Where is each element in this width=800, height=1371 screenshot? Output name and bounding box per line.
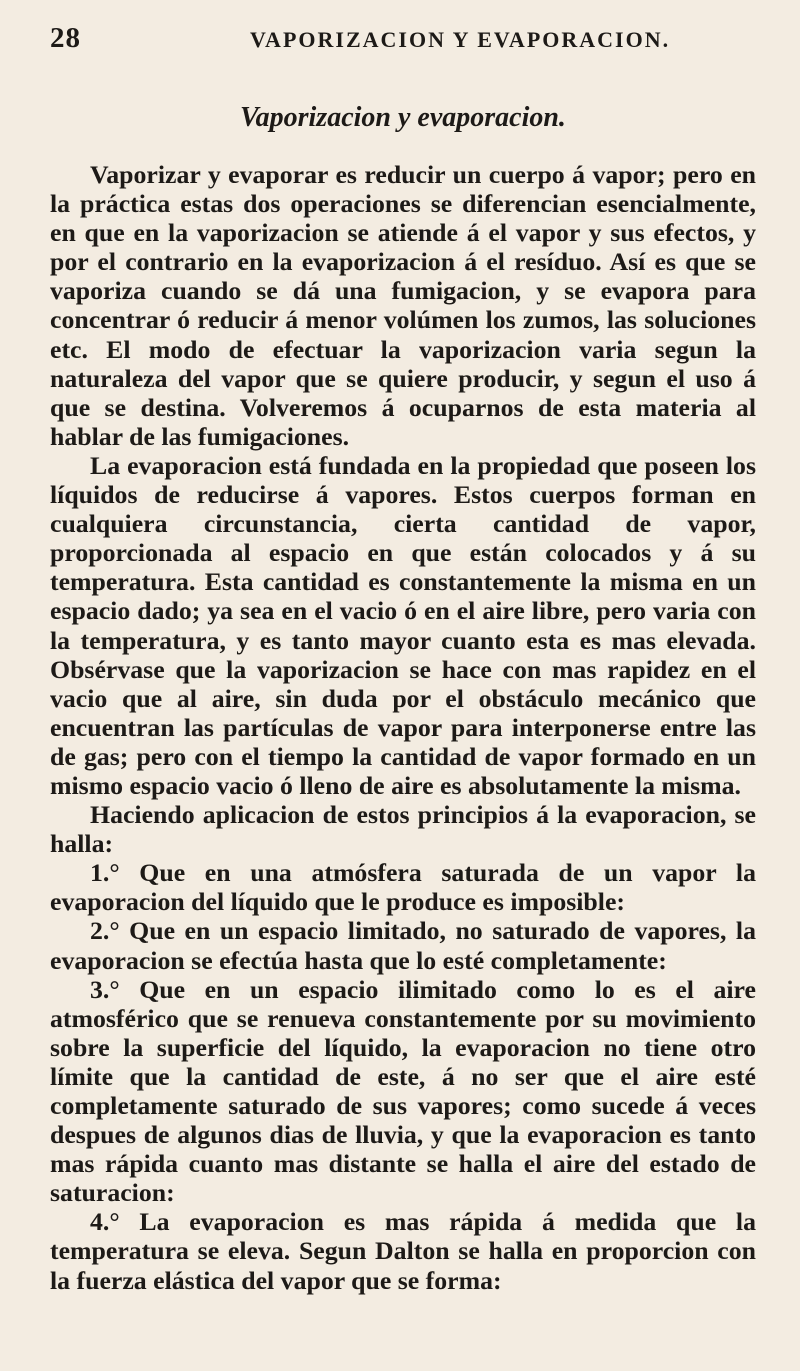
paragraph-vaporizar: Vaporizar y evaporar es reducir un cuerpo á vapor; pero en la práctica estas dos operaciones se diferencian esencialmente, en que en la vaporizacion se atiende á el vapor y sus efectos, y por el contrario en la evaporizacion á el resíduo. Así es que se vaporiza cuando se dá una fumigacion, y se evapora para concentrar ó reducir á menor volúmen los zumos, las soluciones etc. El modo de efectuar la vaporizacion varia segun la naturaleza del vapor que se quiere producir, y segun el uso á que se destina. Volveremos á ocuparnos de esta materia al hablar de las fumigaciones. <box>50 160 756 451</box>
list-item-4: 4.° La evaporacion es mas rápida á medida que la temperatura se eleva. Segun Dalton se halla en proporcion con la fuerza elástica del vapor que se forma: <box>50 1207 756 1295</box>
list-item-2: 2.° Que en un espacio limitado, no saturado de vapores, la evaporacion se efectúa hasta que lo esté completamente: <box>50 916 756 975</box>
section-heading: Vaporizacion y evaporacion. <box>240 102 566 133</box>
list-item-1: 1.° Que en una atmósfera saturada de un vapor la evaporacion del líquido que le produce es imposible: <box>50 858 756 917</box>
paragraph-evaporacion: La evaporacion está fundada en la propiedad que poseen los líquidos de reducirse á vapores. Estos cuerpos forman en cualquiera circunstancia, cierta cantidad de vapor, proporcionada al espacio en que están colocados y á su temperatura. Esta cantidad es constantemente la misma en un espacio dado; ya sea en el vacio ó en el aire libre, pero varia con la temperatura, y es tanto mayor cuanto esta es mas elevada. Obsérvase que la vaporizacion se hace con mas rapidez en el vacio que al aire, sin duda por el obstáculo mecánico que encuentran las partículas de vapor para interponerse entre las de gas; pero con el tiempo la cantidad de vapor formado en un mismo espacio vacio ó lleno de aire es absolutamente la misma. <box>50 450 756 800</box>
list-item-3: 3.° Que en un espacio ilimitado como lo es el aire atmosférico que se renueva constantemente por su movimiento sobre la superficie del líquido, la evaporacion no tiene otro límite que la cantidad de este, á no ser que el aire esté completamente saturado de sus vapores; como sucede á veces despues de algunos dias de lluvia, y que la evaporacion es tanto mas rápida cuanto mas distante se halla el aire del estado de saturacion: <box>50 974 756 1208</box>
body-text <box>50 160 756 1295</box>
paragraph-principios: Haciendo aplicacion de estos principios á la evaporacion, se halla: <box>50 800 756 859</box>
page-number: 28 <box>50 22 81 54</box>
running-title: VAPORIZACION Y EVAPORACION. <box>250 27 671 52</box>
running-head <box>50 22 756 62</box>
